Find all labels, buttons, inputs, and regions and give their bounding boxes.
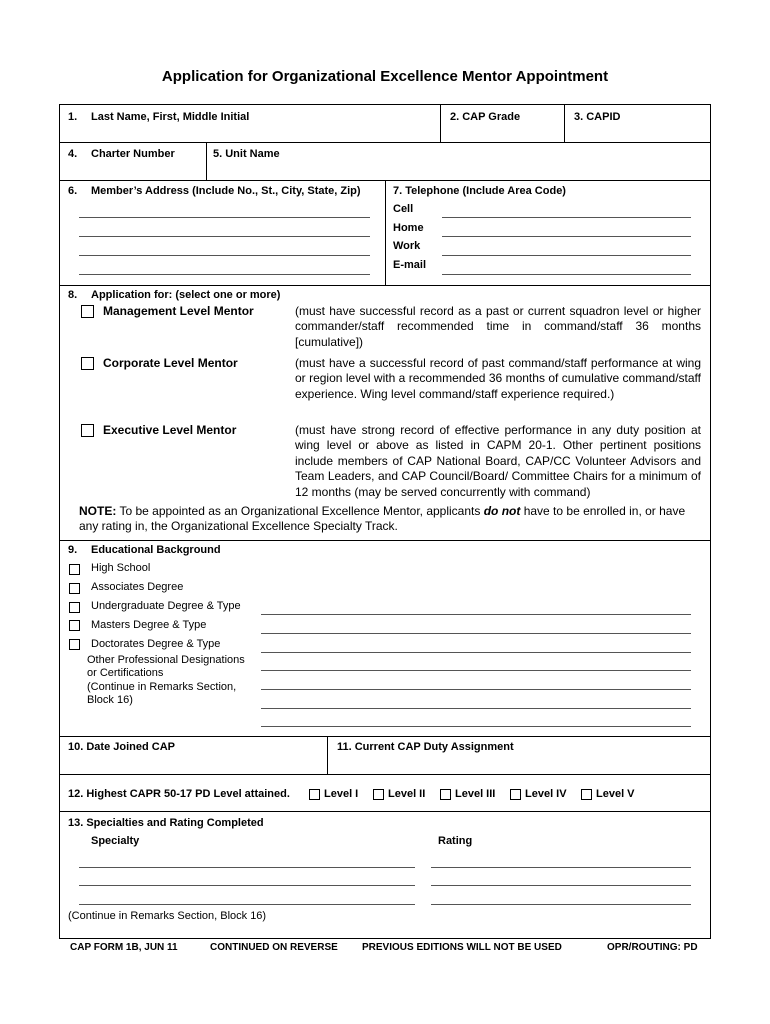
level-3-checkbox[interactable] (440, 789, 451, 800)
home-field[interactable] (442, 236, 691, 237)
corporate-checkbox[interactable] (81, 357, 94, 370)
address-line-2[interactable] (79, 236, 370, 237)
remarks-note: (Continue in Remarks Section, Block 16) (68, 910, 267, 922)
block4-number: 4. (68, 148, 78, 160)
address-label: Member’s Address (Include No., St., City, State, Zip) (91, 185, 361, 197)
duty-assignment-field[interactable] (328, 737, 709, 773)
cap-grade-field[interactable] (441, 105, 564, 141)
rating-field-2[interactable] (431, 885, 691, 886)
masters-field[interactable] (261, 633, 691, 634)
home-label: Home (393, 222, 424, 234)
undergraduate-checkbox[interactable] (69, 602, 80, 613)
previous-editions-note: PREVIOUS EDITIONS WILL NOT BE USED (362, 942, 562, 953)
telephone-label: 7. Telephone (Include Area Code) (393, 185, 566, 197)
high-school-label: High School (91, 562, 151, 574)
specialties-label: 13. Specialties and Rating Completed (68, 817, 264, 829)
undergraduate-label: Undergraduate Degree & Type (91, 600, 241, 612)
level-1-label: Level I (324, 788, 359, 800)
application-for-label: Application for: (select one or more) (91, 289, 281, 301)
specialty-field-3[interactable] (79, 904, 415, 905)
level-5-label: Level V (596, 788, 635, 800)
date-joined-field[interactable] (60, 737, 327, 773)
high-school-checkbox[interactable] (69, 564, 80, 575)
other-designations-line-2: or Certifications (87, 667, 164, 679)
work-label: Work (393, 240, 421, 252)
note-label: NOTE: (79, 504, 117, 518)
note-emphasis: do not (483, 504, 521, 518)
doctorates-field[interactable] (261, 652, 691, 653)
capid-label: 3. CAPID (574, 111, 621, 123)
specialty-field-2[interactable] (79, 885, 415, 886)
row-divider (60, 285, 710, 286)
other-designations-field-3[interactable] (261, 708, 691, 709)
other-designations-field-2[interactable] (261, 689, 691, 690)
cell-label: Cell (393, 203, 414, 215)
other-designations-field-1[interactable] (261, 670, 691, 671)
row-divider (60, 540, 710, 541)
unit-name-label: 5. Unit Name (213, 148, 280, 160)
rating-field-3[interactable] (431, 904, 691, 905)
address-line-1[interactable] (79, 217, 370, 218)
executive-option-label: Executive Level Mentor (103, 423, 237, 437)
email-field[interactable] (442, 274, 691, 275)
other-designations-field-4[interactable] (261, 726, 691, 727)
capid-field[interactable] (565, 105, 709, 141)
email-label: E-mail (393, 259, 427, 271)
application-form (59, 104, 711, 939)
undergraduate-field[interactable] (261, 614, 691, 615)
continued-note: CONTINUED ON REVERSE (210, 942, 338, 953)
specialty-field-1[interactable] (79, 867, 415, 868)
level-4-checkbox[interactable] (510, 789, 521, 800)
block1-number: 1. (68, 111, 78, 123)
name-label: Last Name, First, Middle Initial (91, 111, 250, 123)
cap-grade-label: 2. CAP Grade (450, 111, 521, 123)
charter-number-field[interactable] (60, 143, 206, 180)
management-checkbox[interactable] (81, 305, 94, 318)
form-title: Application for Organizational Excellence Mentor Appointment (161, 68, 609, 85)
block9-number: 9. (68, 544, 78, 556)
doctorates-label: Doctorates Degree & Type (91, 638, 221, 650)
other-designations-line-4: Block 16) (87, 694, 133, 706)
divider (385, 180, 386, 285)
level-1-checkbox[interactable] (309, 789, 320, 800)
work-field[interactable] (442, 255, 691, 256)
level-2-label: Level II (388, 788, 426, 800)
education-label: Educational Background (91, 544, 221, 556)
note (79, 504, 704, 535)
specialty-header: Specialty (91, 835, 140, 847)
rating-field-1[interactable] (431, 867, 691, 868)
charter-number-label: Charter Number (91, 148, 175, 160)
management-description: (must have successful record as a past or current squadron level or higher commander/staff recommended time in command/staff 36 months [cumulative]) (295, 304, 701, 349)
note-text-2: have to be enrolled in, or have any rating in, the Organizational Excellence Specialty Track. (79, 504, 686, 534)
executive-description: (must have strong record of effective performance in any duty position at wing level or above as listed in CAPM 20-1. Other pertinent positions include members of CAP National Board, CAP/CC Volunteer Advisors and Team Leaders, and CAP Council/Board/ Committee Chairs for a minimum of 12 months (may be served concurrently with command) (295, 423, 701, 499)
doctorates-checkbox[interactable] (69, 639, 80, 650)
corporate-description: (must have a successful record of past command/staff performance at wing or region level with a recommended 36 months of cumulative command/staff experience. Wing level command/staff experience required.) (295, 356, 701, 401)
other-designations-line-1: Other Professional Designations (87, 654, 245, 666)
duty-assignment-label: 11. Current CAP Duty Assignment (337, 741, 514, 753)
management-option-label: Management Level Mentor (103, 304, 254, 318)
address-line-4[interactable] (79, 274, 370, 275)
block6-number: 6. (68, 185, 78, 197)
associates-checkbox[interactable] (69, 583, 80, 594)
corporate-option-label: Corporate Level Mentor (103, 356, 238, 370)
other-designations-line-3: (Continue in Remarks Section, (87, 681, 237, 693)
opr-routing: OPR/ROUTING: PD (607, 942, 698, 953)
executive-checkbox[interactable] (81, 424, 94, 437)
unit-name-field[interactable] (207, 143, 709, 180)
associates-label: Associates Degree (91, 581, 184, 593)
level-2-checkbox[interactable] (373, 789, 384, 800)
level-4-label: Level IV (525, 788, 567, 800)
note-text-1: To be appointed as an Organizational Excellence Mentor, applicants (116, 504, 484, 518)
level-5-checkbox[interactable] (581, 789, 592, 800)
pd-level-label: 12. Highest CAPR 50-17 PD Level attained. (68, 788, 290, 800)
address-line-3[interactable] (79, 255, 370, 256)
masters-label: Masters Degree & Type (91, 619, 207, 631)
row-divider (60, 774, 710, 775)
date-joined-label: 10. Date Joined CAP (68, 741, 175, 753)
masters-checkbox[interactable] (69, 620, 80, 631)
form-number: CAP FORM 1B, JUN 11 (70, 942, 178, 953)
row-divider (60, 811, 710, 812)
block8-number: 8. (68, 289, 78, 301)
name-field[interactable] (60, 105, 440, 141)
cell-field[interactable] (442, 217, 691, 218)
level-3-label: Level III (455, 788, 496, 800)
rating-header: Rating (438, 835, 473, 847)
